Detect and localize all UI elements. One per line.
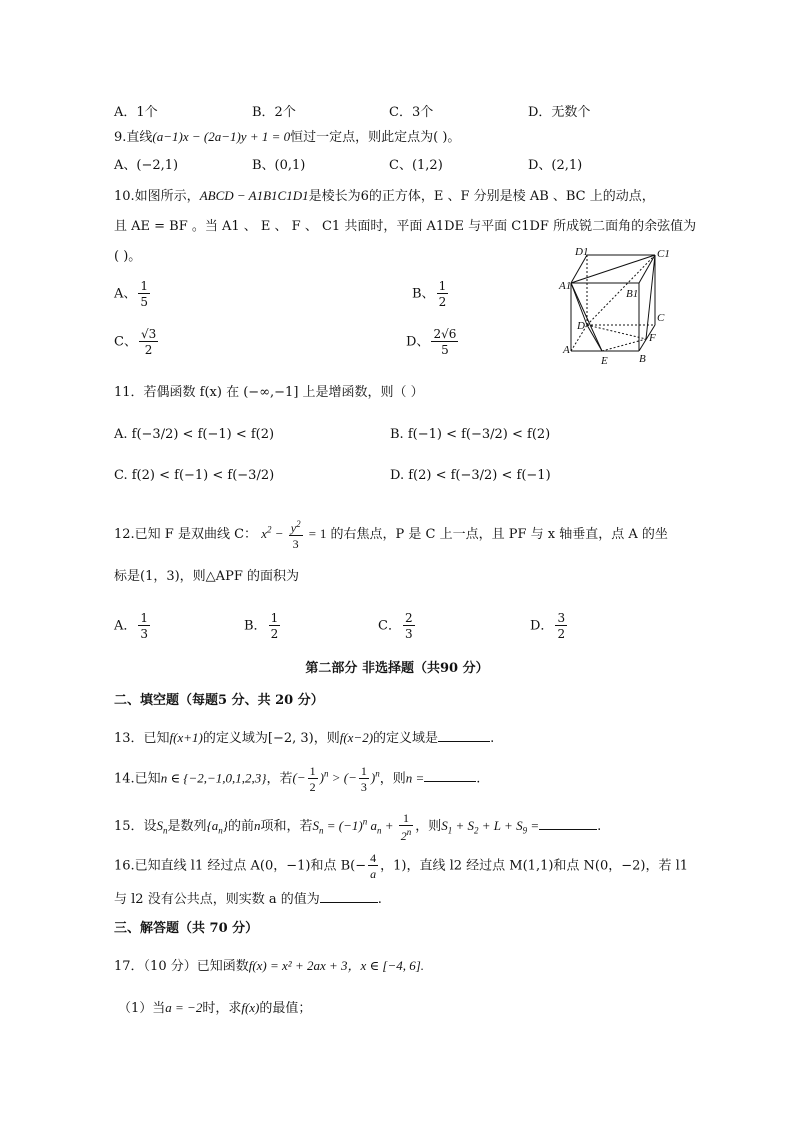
label-a: A xyxy=(563,344,570,356)
q10-option-a-label: A、 xyxy=(114,286,137,302)
label-b1: B1 xyxy=(626,288,639,300)
q17-function: f(x) = x² + 2ax + 3，x ∈ [−4, 6]. xyxy=(248,958,425,973)
q9-stem-suffix: 恒过一定点，则此定点为( )。 xyxy=(290,130,461,145)
q16-line2-text: 与 l2 没有公共点，则实数 a 的值为 xyxy=(114,892,320,907)
q12-line1-prefix: 12.已知 F 是双曲线 C： xyxy=(114,526,258,542)
q11-option-d: D. f(2) < f(−3/2) < f(−1) xyxy=(390,468,551,483)
q11-stem: 11．若偶函数 f(x) 在 (−∞,−1] 上是增函数，则（ ） xyxy=(114,385,424,400)
q14-set: n ∈ {−2,−1,0,1,2,3} xyxy=(160,770,267,786)
q12-hyperbola-equation: $x^2$ − $\frac{y^2}{3}$ = 1 xyxy=(261,519,327,551)
q14-n-eq: n = xyxy=(405,770,425,786)
q14-then: ，则 xyxy=(379,771,406,787)
section3-title: 三、解答题（共 70 分） xyxy=(114,921,259,936)
q10-line1-suffix: 的正方体，E 、F 分别是棱 AB 、BC 上的动点， xyxy=(368,189,655,204)
q12-option-d xyxy=(530,612,569,640)
section2-title: 二、填空题（每题5 分、共 20 分） xyxy=(114,693,324,708)
label-d1: D1 xyxy=(575,246,589,258)
q14-end: . xyxy=(476,771,481,787)
q13-mid: 的定义域为 xyxy=(202,731,268,746)
q10-line2: 且 AE = BF 。当 A1 、 E 、 F 、 C1 共面时，平面 A1DE 与平面 C1DF 所成锐二面角的余弦值为 xyxy=(114,219,697,234)
q10-option-b-fraction xyxy=(437,280,449,308)
q10-line1 xyxy=(114,187,655,206)
q14-answer-blank[interactable] xyxy=(424,769,476,782)
q12-option-d-fraction xyxy=(555,612,567,640)
q12-line2: 标是(1，3)，则△APF 的面积为 xyxy=(114,569,299,584)
q13-domain: [−2, 3) xyxy=(267,731,314,746)
q11-option-c: C. f(2) < f(−1) < f(−3/2) xyxy=(114,468,275,483)
q10-option-a xyxy=(114,280,152,308)
label-e: E xyxy=(601,355,608,367)
q15-then: ，则 xyxy=(415,818,442,834)
q12-d-denominator: 2 xyxy=(557,627,566,641)
q9-option-d: D、(2,1) xyxy=(528,158,583,173)
q9-equation: (a−1)x − (2a−1)y + 1 = 0 xyxy=(152,129,291,144)
q12-line1-suffix: 的右焦点，P 是 C 上一点，且 PF 与 x 轴垂直，点 A 的坐 xyxy=(330,526,668,542)
q15-end: . xyxy=(597,818,602,834)
q11-option-a: A. f(−3/2) < f(−1) < f(2) xyxy=(114,427,275,442)
q12-option-a-label: A． xyxy=(114,618,137,634)
q10-option-d-label: D、 xyxy=(406,334,430,350)
q10-a-denominator: 5 xyxy=(140,295,149,309)
q12-y2-over-3: $\frac{y^2}{3}$ xyxy=(290,519,301,551)
q9-stem-prefix: 9.直线 xyxy=(114,130,153,145)
q12-b-denominator: 2 xyxy=(270,627,279,641)
q17-part1-end: 的最值； xyxy=(259,1001,312,1016)
q16-line2 xyxy=(114,890,382,909)
q10-option-a-fraction xyxy=(138,280,150,308)
q12-c-denominator: 3 xyxy=(404,627,413,641)
q13-f-x-plus-1: f(x+1) xyxy=(169,730,203,745)
q15-sn: $S_n$ xyxy=(156,817,168,836)
q14-if: ，若 xyxy=(266,771,293,787)
q16-end: . xyxy=(377,892,382,907)
label-a1: A1 xyxy=(559,280,572,292)
q16-line1-prefix: 16.已知直线 l1 经过点 A(0，−1)和点 B(− xyxy=(114,858,367,874)
q12-option-d-label: D． xyxy=(530,618,554,634)
q10-line1-mid: 是棱长为 xyxy=(308,189,361,204)
q17-stem-prefix: 17．（10 分）已知函数 xyxy=(114,959,249,974)
q12-option-b xyxy=(244,612,282,640)
q16-fraction xyxy=(368,852,378,880)
q12-line1 xyxy=(114,520,668,550)
q10-d-denominator: 5 xyxy=(441,343,449,357)
q15 xyxy=(114,812,601,842)
q15-first: 的前 xyxy=(227,818,254,834)
q11-option-b: B. f(−1) < f(−3/2) < f(2) xyxy=(390,427,551,442)
q10-edge-length: 6 xyxy=(360,189,369,204)
q15-prefix: 15．设 xyxy=(114,818,157,834)
q16-answer-blank[interactable] xyxy=(320,890,378,903)
q13-f-x-minus-2: f(x−2) xyxy=(339,730,374,745)
q8-option-c: C．3个 xyxy=(389,105,434,120)
q10-b-numerator: 1 xyxy=(438,279,447,293)
q10-a-numerator: 1 xyxy=(140,279,149,293)
q14-inequality: (− $\frac{1}{2}$ )$^n$ > (− $\frac{1}{3}$ )$^n$ xyxy=(292,764,380,795)
q12-a-denominator: 3 xyxy=(140,627,149,641)
q8-option-b: B．2个 xyxy=(252,105,296,120)
q15-formula: $S_n = (-1)^n$ $a_n$ + $\frac{1}{2^n}$ xyxy=(312,811,412,843)
q12-option-b-fraction xyxy=(269,612,281,640)
q12-option-a-fraction xyxy=(138,612,150,640)
cube-figure xyxy=(555,243,685,368)
q14-prefix: 14.已知 xyxy=(114,771,161,787)
q10-option-b xyxy=(412,280,450,308)
q12-d-numerator: 3 xyxy=(557,611,566,625)
q13-end: . xyxy=(490,731,495,746)
q12-option-c xyxy=(378,612,417,640)
q10-line3: ( )。 xyxy=(114,249,142,264)
q8-option-d: D．无数个 xyxy=(528,105,591,120)
q10-cube-name: ABCD − A1B1C1D1 xyxy=(199,188,309,203)
q10-option-c-fraction xyxy=(139,328,158,356)
q13-prefix: 13．已知 xyxy=(114,731,170,746)
q10-b-denominator: 2 xyxy=(438,295,447,309)
q13 xyxy=(114,729,494,748)
q17-part1-fx: f(x) xyxy=(241,1000,260,1015)
q17-part1-ask: 时，求 xyxy=(202,1001,242,1016)
q10-option-d-fraction xyxy=(431,328,458,356)
part2-title: 第二部分 非选择题（共90 分） xyxy=(305,661,489,676)
q15-an: $\{a_n\}$ xyxy=(206,817,228,836)
q17-part1-condition: a = −2 xyxy=(165,1000,203,1015)
q15-n: n xyxy=(253,817,261,833)
q10-c-denominator: 2 xyxy=(144,343,153,357)
q12-option-b-label: B． xyxy=(244,618,267,634)
q10-line1-prefix: 10.如图所示， xyxy=(114,189,200,204)
label-c: C xyxy=(657,312,665,324)
q16-fraction-denominator: a xyxy=(370,867,377,881)
q17-stem xyxy=(114,957,424,976)
q12-c-numerator: 2 xyxy=(404,611,413,625)
q15-is-sequence: 是数列 xyxy=(167,818,207,834)
q12-a-numerator: 1 xyxy=(140,611,149,625)
q10-option-c xyxy=(114,328,160,356)
q10-option-b-label: B、 xyxy=(412,286,435,302)
q16-fraction-numerator: 4 xyxy=(370,851,377,865)
q15-answer-blank[interactable] xyxy=(539,817,597,830)
q9-option-a: A、(−2,1) xyxy=(114,158,179,173)
q12-option-c-label: C． xyxy=(378,618,401,634)
q17-part1 xyxy=(118,999,311,1018)
q14 xyxy=(114,765,480,793)
q12-option-c-fraction xyxy=(403,612,415,640)
q12-b-numerator: 1 xyxy=(270,611,279,625)
q10-option-c-label: C、 xyxy=(114,334,137,350)
q13-answer-blank[interactable] xyxy=(438,729,490,742)
q10-d-numerator: 2√6 xyxy=(433,327,457,341)
q12-option-a xyxy=(114,612,152,640)
q13-then: ，则 xyxy=(313,731,340,746)
q9-stem xyxy=(114,128,460,147)
q10-c-numerator: √3 xyxy=(140,327,157,341)
q16-line1-suffix: ，1)，直线 l2 经过点 M(1,1)和点 N(0，−2)，若 l1 xyxy=(380,858,689,874)
label-d: D xyxy=(577,320,585,332)
q17-part1-prefix: （1）当 xyxy=(118,1001,166,1016)
q9-option-c: C、(1,2) xyxy=(389,158,443,173)
label-b: B xyxy=(639,353,646,365)
q15-sum-if: 项和，若 xyxy=(260,818,313,834)
q15-sum: $S_1 + S_2 + L + S_9$ = xyxy=(441,817,540,836)
q8-option-a: A．1个 xyxy=(114,105,158,120)
q10-option-d xyxy=(406,328,460,356)
label-c1: C1 xyxy=(657,248,670,260)
q13-ask: 的定义域是 xyxy=(373,731,439,746)
q16-line1 xyxy=(114,852,688,880)
q9-option-b: B、(0,1) xyxy=(252,158,306,173)
label-f: F xyxy=(649,332,656,344)
